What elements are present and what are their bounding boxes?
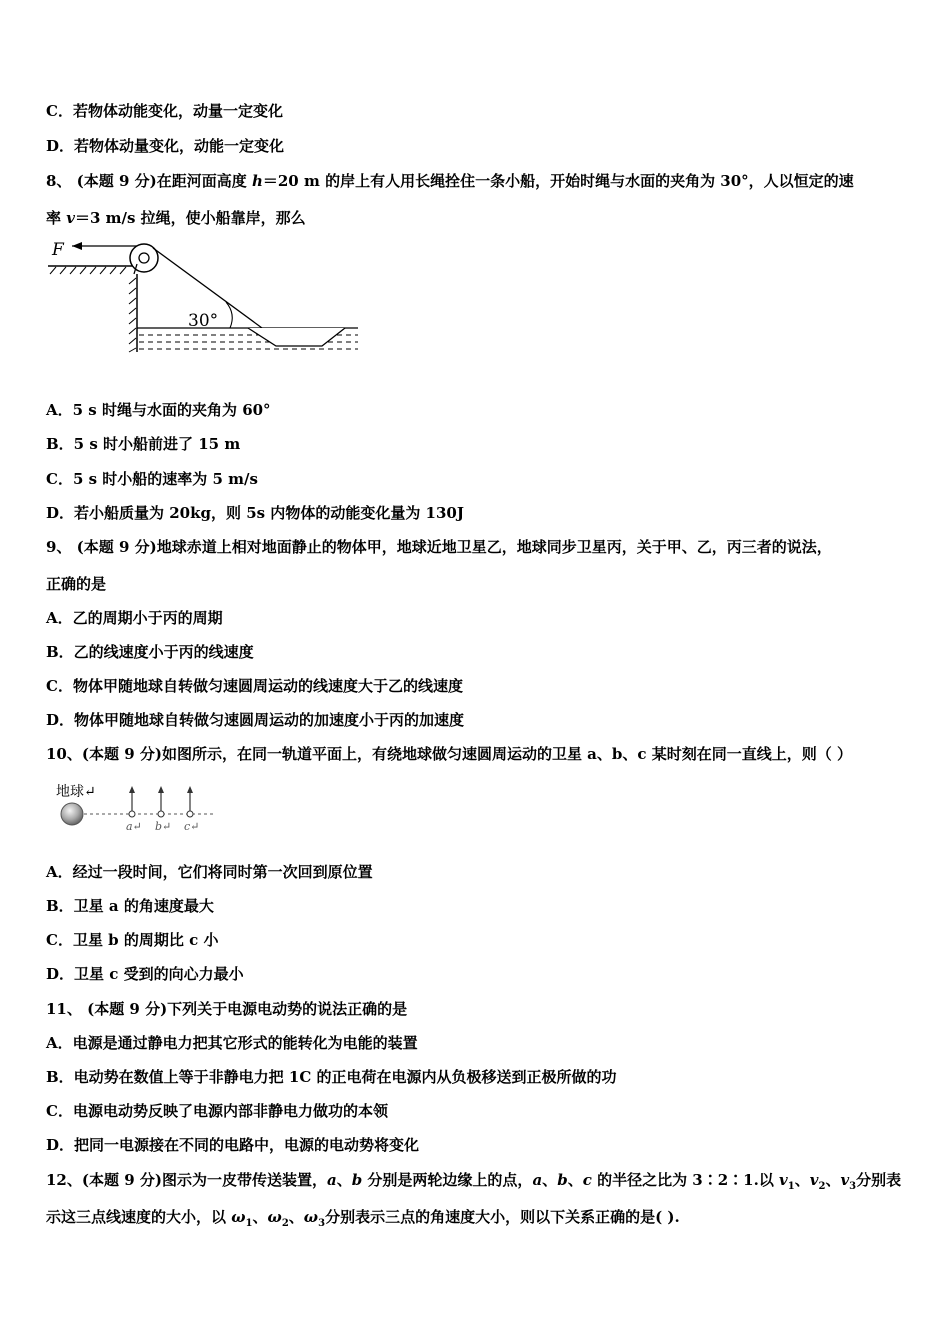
- q12-text: 、: [825, 1171, 841, 1189]
- q8-stem-line2: [46, 208, 306, 228]
- q8-var-v: v: [66, 209, 75, 227]
- q9-option-d: D．物体甲随地球自转做匀速圆周运动的加速度小于丙的加速度: [46, 711, 465, 729]
- q12-stem-line2: [46, 1207, 680, 1234]
- q12-text: 分别表示三点的角速度大小，则以下关系正确的是( ).: [325, 1208, 680, 1226]
- q10-option-d: D．卫星 c 受到的向心力最小: [46, 965, 244, 983]
- q12-text: 、: [288, 1208, 304, 1226]
- q12-var: ω: [267, 1208, 282, 1226]
- q9-option-c: C．物体甲随地球自转做匀速圆周运动的线速度大于乙的线速度: [46, 677, 463, 695]
- q9-stem-line2: 正确的是: [46, 575, 107, 593]
- satellite-a: [129, 786, 135, 817]
- q9-stem-line1: 9、 (本题 9 分)地球赤道上相对地面静止的物体甲，地球近地卫星乙，地球同步卫星丙，关于甲、乙，丙三者的说法，: [46, 538, 832, 556]
- q12-text: 的半径之比为 3∶2∶1.以: [591, 1171, 780, 1189]
- q12-text: 、: [794, 1171, 810, 1189]
- q12-text: 12、(本题 9 分)图示为一皮带传送装置，: [46, 1171, 327, 1189]
- q9-option-a: A．乙的周期小于丙的周期: [46, 609, 223, 627]
- force-arrow-head: [72, 242, 82, 250]
- q10-figure: [52, 778, 222, 838]
- q12-var: a: [532, 1171, 543, 1189]
- earth-label: 地球↵: [56, 784, 96, 800]
- q7-option-d: D．若物体动量变化，动能一定变化: [46, 137, 285, 155]
- bank-hatching: [50, 267, 126, 274]
- q12-var: v: [809, 1171, 819, 1189]
- q12-var: a: [326, 1171, 337, 1189]
- q12-var: b: [351, 1171, 363, 1189]
- q12-stem-line1: [46, 1170, 901, 1197]
- q12-text: 示这三点线速度的大小，以: [46, 1208, 232, 1226]
- pulley-axle: [139, 253, 149, 263]
- q8-var-h: h: [251, 172, 263, 190]
- satellite-b-label: b↵: [155, 820, 172, 833]
- q12-text: 分别是两轮边缘上的点，: [362, 1171, 533, 1189]
- q11-stem: 11、 (本题 9 分)下列关于电源电动势的说法正确的是: [46, 1000, 408, 1018]
- q12-subscript: 3: [318, 1218, 326, 1229]
- q10-option-b: B．卫星 a 的角速度最大: [46, 897, 214, 915]
- q10-stem: 10、(本题 9 分)如图所示，在同一轨道平面上，有绕地球做匀速圆周运动的卫星 a、b、c 某时刻在同一直线上，则（ ）: [46, 745, 852, 763]
- q8-option-d: D．若小船质量为 20kg，则 5s 内物体的动能变化量为 130J: [46, 504, 464, 522]
- q11-option-a: A．电源是通过静电力把其它形式的能转化为电能的装置: [46, 1034, 418, 1052]
- q12-subscript: 2: [818, 1181, 826, 1192]
- q12-text: 分别表: [856, 1171, 902, 1189]
- q12-var: ω: [303, 1208, 319, 1226]
- q11-option-b: B．电动势在数值上等于非静电力把 1C 的正电荷在电源内从负极移送到正极所做的功: [46, 1068, 617, 1086]
- q12-var: v: [779, 1171, 788, 1189]
- q12-subscript: 2: [281, 1218, 289, 1229]
- q8-stem-line1: [46, 171, 854, 191]
- earth: [61, 803, 83, 825]
- q12-text: 、: [542, 1171, 558, 1189]
- q8-option-b: B．5 s 时小船前进了 15 m: [46, 435, 241, 453]
- q10-option-a: A．经过一段时间，它们将同时第一次回到原位置: [46, 863, 373, 881]
- q12-var: ω: [231, 1208, 246, 1226]
- q8-stem-text: ＝20 m 的岸上有人用长绳拴住一条小船，开始时绳与水面的夹角为 30°，人以恒定的速: [262, 172, 854, 190]
- q8-option-a: A．5 s 时绳与水面的夹角为 60°: [46, 401, 271, 419]
- q11-option-c: C．电源电动势反映了电源内部非静电力做功的本领: [46, 1102, 388, 1120]
- q8-figure: [40, 236, 370, 358]
- q12-text: 、: [567, 1171, 583, 1189]
- q12-var: b: [557, 1171, 568, 1189]
- satellite-c: [187, 786, 193, 817]
- q12-text: 、: [252, 1208, 268, 1226]
- q8-option-c: C．5 s 时小船的速率为 5 m/s: [46, 470, 258, 488]
- q12-var: c: [582, 1171, 592, 1189]
- wall-hatching: [129, 278, 136, 352]
- q10-option-c: C．卫星 b 的周期比 c 小: [46, 931, 219, 949]
- q8-stem-text: ＝3 m/s 拉绳，使小船靠岸，那么: [74, 209, 306, 227]
- angle-label: 30°: [188, 311, 219, 331]
- boat: [248, 328, 345, 346]
- q8-stem-text: 率: [46, 209, 67, 227]
- q7-option-c: C．若物体动能变化，动量一定变化: [46, 102, 283, 120]
- q9-option-b: B．乙的线速度小于丙的线速度: [46, 643, 254, 661]
- q11-option-d: D．把同一电源接在不同的电路中，电源的电动势将变化: [46, 1136, 420, 1154]
- force-label: F: [52, 240, 64, 260]
- satellite-b: [158, 786, 164, 817]
- q12-subscript: 3: [849, 1181, 857, 1192]
- q8-stem-text: 8、 (本题 9 分)在距河面高度: [46, 172, 252, 190]
- satellite-a-label: a↵: [126, 820, 142, 833]
- q12-text: 、: [336, 1171, 352, 1189]
- q12-subscript: 1: [787, 1181, 795, 1192]
- q12-subscript: 1: [245, 1218, 253, 1229]
- q12-var: v: [840, 1171, 850, 1189]
- satellite-c-label: c↵: [184, 820, 200, 833]
